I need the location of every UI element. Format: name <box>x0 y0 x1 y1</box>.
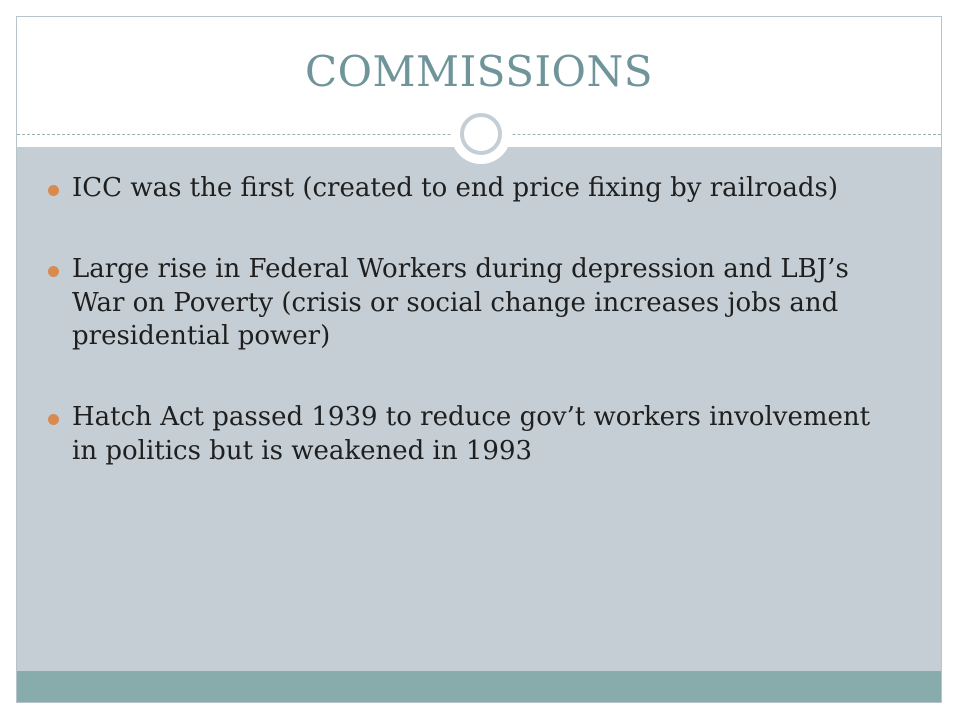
bullet-dot-icon <box>48 266 59 277</box>
ring-inner <box>460 113 502 155</box>
bullet-dot-icon <box>48 414 59 425</box>
bullet-item <box>48 172 888 206</box>
bullet-text: ICC was the first (created to end price fixing by railroads) <box>72 173 838 203</box>
circle-ring-icon <box>451 104 511 164</box>
bullet-list <box>48 172 888 516</box>
footer-band <box>17 671 941 703</box>
bullet-text: Hatch Act passed 1939 to reduce gov’t workers involvement in politics but is weakened in 1993 <box>72 402 871 466</box>
bullet-dot-icon <box>48 185 59 196</box>
bullet-item <box>48 253 888 354</box>
slide-title: COMMISSIONS <box>304 47 654 96</box>
bullet-item <box>48 401 888 469</box>
bullet-text: Large rise in Federal Workers during depression and LBJ’s War on Poverty (crisis or social change increases jobs and presidential power) <box>72 253 849 352</box>
